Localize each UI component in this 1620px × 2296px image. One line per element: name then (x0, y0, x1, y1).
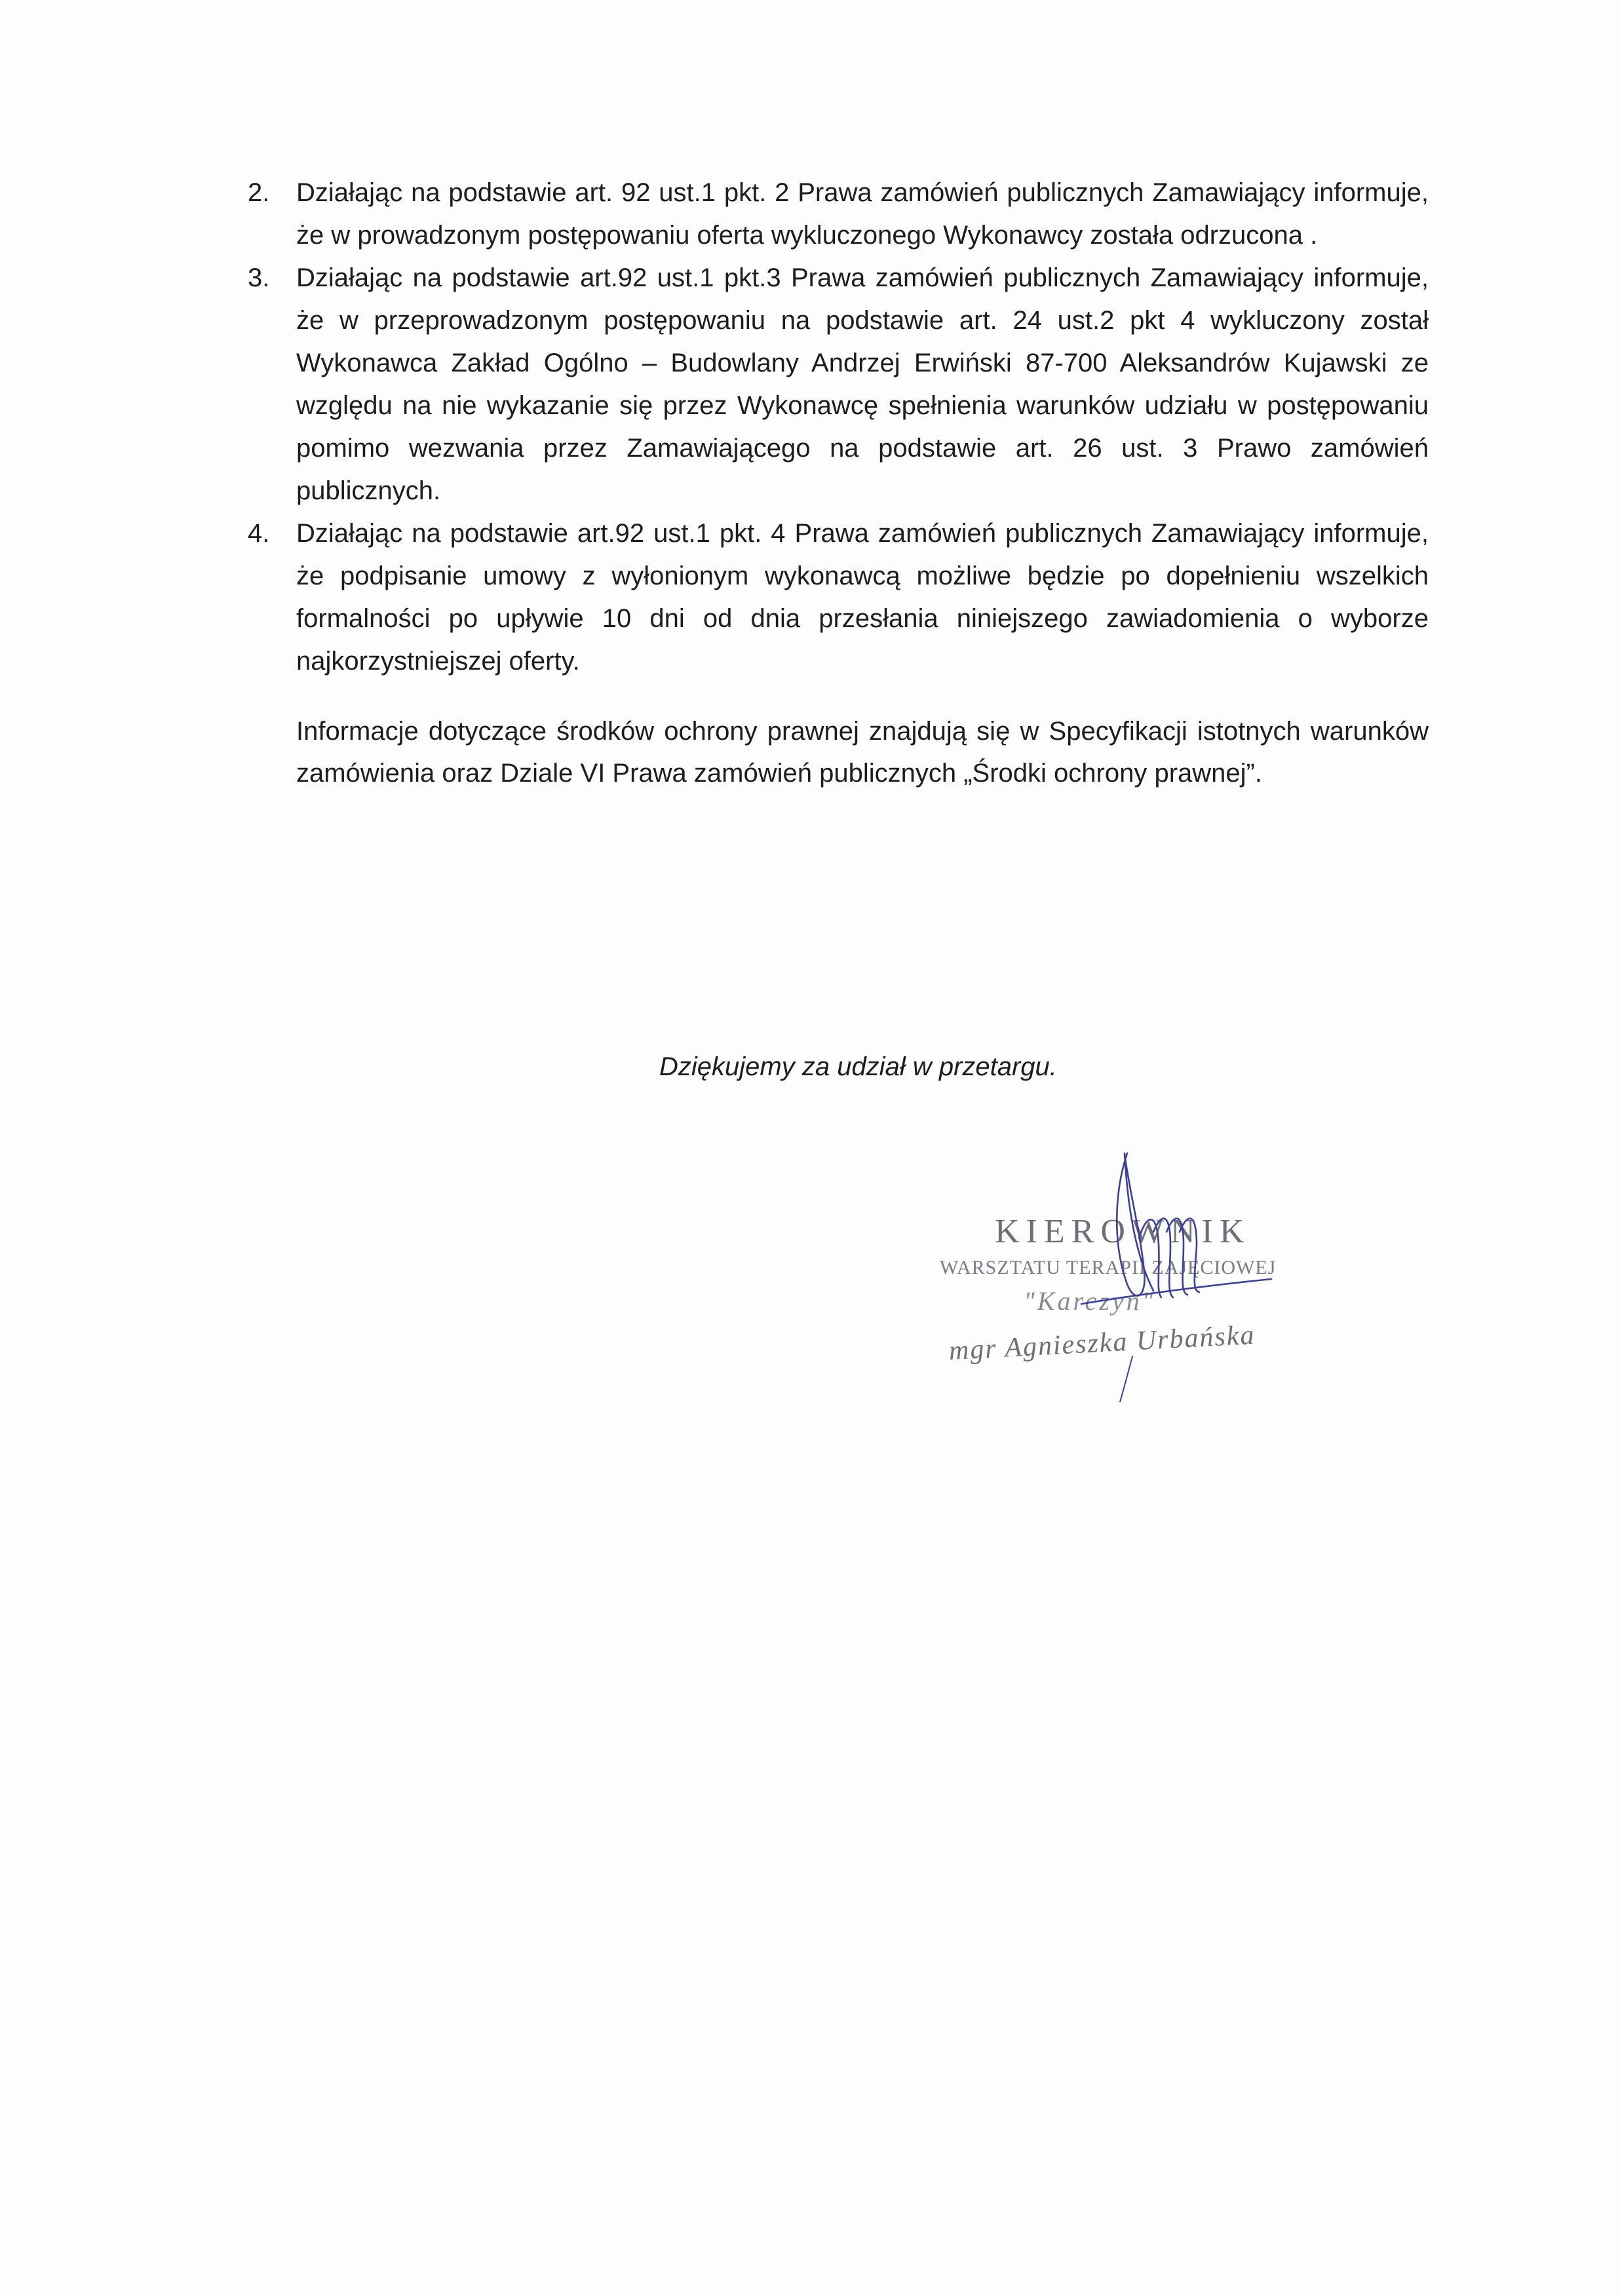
list-item-number: 4. (248, 519, 270, 548)
stamp-name: mgr Agnieszka Urbańska (948, 1320, 1256, 1366)
list-item-number: 3. (248, 263, 270, 292)
list-item-text: Działając na podstawie art. 92 ust.1 pkt. 2 Prawa zamówień publicznych Zamawiający informuje, że w prowadzonym postępowaniu oferta wykluczonego Wykonawcy została odrzucona . (296, 178, 1429, 250)
stamp-title: KIEROWNIK (995, 1213, 1251, 1250)
document-body (236, 172, 1429, 820)
list-item-number: 2. (248, 178, 270, 207)
official-stamp (931, 1140, 1337, 1402)
stamp-organization: WARSZTATU TERAPII ZAJĘCIOWEJ (940, 1257, 1277, 1278)
list-item (236, 172, 1429, 257)
list-item-text: Działając na podstawie art.92 ust.1 pkt. 4 Prawa zamówień publicznych Zamawiający informuje, że podpisanie umowy z wyłonionym wykonawcą możliwe będzie po dopełnieniu wszelkich formalności po upływie 10 dni od dnia przesłania niniejszego zawiadomienia o wyborze najkorzystniejszej oferty. (296, 519, 1429, 676)
list-item-text: Działając na podstawie art.92 ust.1 pkt.3 Prawa zamówień publicznych Zamawiający informuje, że w przeprowadzonym postępowaniu na podstawie art. 24 ust.2 pkt 4 wykluczony został Wykonawca Zakład Ogólno – Budowlany Andrzej Erwiński 87-700 Aleksandrów Kujawski ze względu na nie wykazanie się przez Wykonawcę spełnienia warunków udziału w postępowaniu pomimo wezwania przez Zamawiającego na podstawie art. 26 ust. 3 Prawo zamówień publicznych. (296, 263, 1429, 505)
list-item (236, 257, 1429, 512)
numbered-list (236, 172, 1429, 683)
stamp-place: "Karczyn" (1024, 1286, 1156, 1316)
legal-remedies-paragraph: Informacje dotyczące środków ochrony prawnej znajdują się w Specyfikacji istotnych warunków zamówienia oraz Dziale VI Prawa zamówień publicznych „Środki ochrony prawnej”. (296, 717, 1429, 788)
list-item (236, 512, 1429, 683)
closing-line: Dziękujemy za udział w przetargu. (659, 1052, 1057, 1081)
